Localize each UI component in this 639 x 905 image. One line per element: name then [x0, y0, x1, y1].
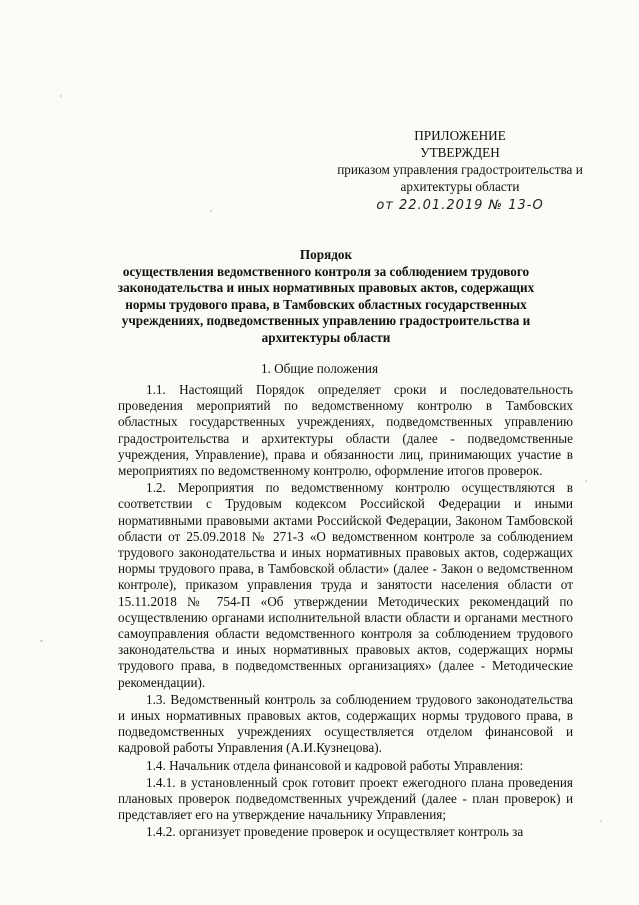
paragraph-1-4-1: 1.4.1. в установленный срок готовит проект ежегодного плана проведения плановых проверок подведомственных учреждений (далее - план проверок) и представляет его на утверждение начальнику Управления;	[118, 774, 573, 823]
paragraph-1-3: 1.3. Ведомственный контроль за соблюдением трудового законодательства и иных нормативных правовых актов, содержащих нормы трудового права, в подведомственных учреждениях осуществляется отделом финансовой и кадровой работы Управления (А.И.Кузнецова).	[118, 691, 573, 756]
paragraph-1-2: 1.2. Мероприятия по ведомственному контролю осуществляются в соответствии с Трудовым кодексом Российской Федерации и иными нормативными правовыми актами Российской Федерации, Законом Тамбовской области от 25.09.2018 № 271-З «О ведомственном контроле за соблюдением трудового законодательства и иных нормативных правовых актов, содержащих нормы трудового права, в Тамбовской области» (далее - Закон о ведомственном контроле), приказом управления труда и занятости населения области от 15.11.2018 № 754-П «Об утверждении Методических рекомендаций по осуществлению органами исполнительной власти области и органами местного самоуправления области ведомственного контроля за соблюдением трудового законодательства и иных нормативных правовых актов, содержащих нормы трудового права, в подведомственных организациях» (далее - Методические рекомендации).	[118, 480, 573, 690]
approval-appendix-label: ПРИЛОЖЕНИЕ	[414, 128, 506, 143]
document-title	[95, 247, 557, 347]
approval-approved-label: УТВЕРЖДЕН	[420, 145, 500, 160]
document-body	[118, 382, 573, 842]
title-line: архитектуры области	[261, 329, 391, 345]
approval-block	[330, 127, 590, 214]
paragraph-1-4: 1.4. Начальник отдела финансовой и кадровой работы Управления:	[146, 757, 524, 773]
title-line: законодательства и иных нормативных правовых актов, содержащих	[117, 280, 535, 296]
approval-order-line1: приказом управления градостроительства и	[337, 162, 583, 177]
section-heading: 1. Общие положения	[260, 361, 379, 376]
paragraph-1-4-2: 1.4.2. организует проведение проверок и осуществляет контроль за	[146, 824, 524, 840]
handwritten-date-number: от 22.01.2019 № 13-О	[376, 198, 544, 213]
title-line: осуществления ведомственного контроля за соблюдением трудового	[122, 263, 530, 279]
title-line: нормы трудового права, в Тамбовских областных государственных	[125, 296, 527, 312]
approval-order-line2: архитектуры области	[400, 179, 520, 194]
paragraph-1-1: 1.1. Настоящий Порядок определяет сроки и последовательность проведения мероприятий по ведомственному контролю в Тамбовских областных государственных учреждениях, подведомственных управлению градостроительства и архитектуры области (далее - подведомственные учреждения, Управление), права и обязанности лиц, принимающих участие в мероприятиях по ведомственному контролю, оформление итогов проверок.	[118, 382, 573, 479]
title-line: учреждениях, подведомственных управлению градостроительства и	[121, 313, 531, 329]
title-line: Порядок	[299, 247, 353, 262]
